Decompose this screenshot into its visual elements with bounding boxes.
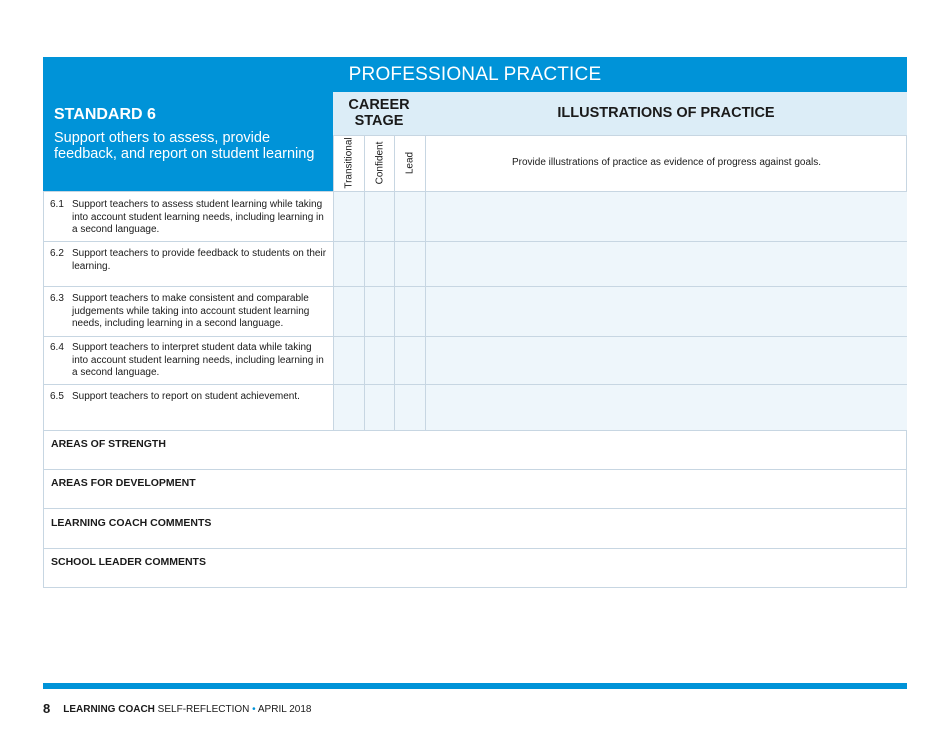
section-learning-coach-comments[interactable]: LEARNING COACH COMMENTS [51,517,212,529]
footer-doc-bold: LEARNING COACH [63,704,155,715]
page-title: PROFESSIONAL PRACTICE [43,57,907,92]
row-text: Support teachers to provide feedback to students on their learning. [72,248,327,272]
rule [425,192,426,430]
standard-panel [43,92,333,191]
footer-bar [43,683,907,689]
illustrations-header: ILLUSTRATIONS OF PRACTICE [425,92,907,135]
rule [43,384,907,385]
section-school-leader-comments[interactable]: SCHOOL LEADER COMMENTS [51,556,206,568]
illustrations-note: Provide illustrations of practice as evidence of progress against goals. [425,135,907,191]
rule [43,548,907,549]
footer-separator: • [249,704,258,715]
career-stage-header: CAREER STAGE [333,92,425,135]
section-areas-for-development[interactable]: AREAS FOR DEVELOPMENT [51,477,196,489]
standard-row-6-3 [50,293,330,331]
row-cells-6-2[interactable] [333,242,907,286]
career-col-confident: Confident [364,135,395,191]
row-number: 6.2 [50,248,64,259]
rule [43,508,907,509]
rule [394,192,395,430]
standard-description: Support others to assess, provide feedback, and report on student learning [54,130,315,162]
row-cells-6-1[interactable] [333,192,907,241]
standard-row-6-4 [50,342,330,380]
career-col-lead: Lead [394,135,425,191]
row-cells-6-4[interactable] [333,337,907,384]
rule [43,191,907,192]
row-cells-6-3[interactable] [333,287,907,336]
rule [43,469,907,470]
rule [333,135,907,136]
row-number: 6.4 [50,342,64,353]
standard-title: STANDARD 6 [54,106,156,123]
row-number: 6.5 [50,391,64,402]
row-text: Support teachers to report on student achievement. [72,391,300,402]
rule [364,192,365,430]
rule [43,430,907,431]
rule [43,336,907,337]
row-text: Support teachers to assess student learning while taking into account student learning needs, including learning in a second language. [72,199,324,235]
row-text: Support teachers to make consistent and comparable judgements while taking into account student learning needs, including learning in a second language. [72,293,310,329]
footer [43,700,311,715]
row-number: 6.3 [50,293,64,304]
rule [333,192,334,430]
standard-row-6-5 [50,391,330,404]
standard-row-6-2 [50,248,330,273]
footer-doc-rest: SELF-REFLECTION [154,704,250,715]
career-col-transitional: Transitional [333,135,364,191]
section-areas-of-strength[interactable]: AREAS OF STRENGTH [51,438,166,450]
page-number: 8 [43,701,51,716]
row-text: Support teachers to interpret student data while taking into account student learning needs, including learning in a second language. [72,342,324,378]
row-cells-6-5[interactable] [333,385,907,430]
standard-row-6-1 [50,199,330,237]
footer-date: APRIL 2018 [257,704,312,715]
rule [43,286,907,287]
row-number: 6.1 [50,199,64,210]
rule [43,241,907,242]
